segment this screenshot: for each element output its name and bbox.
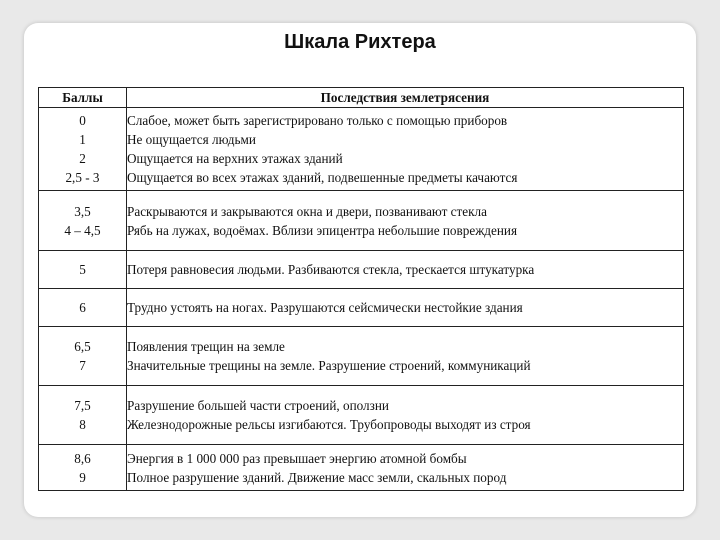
table-row <box>39 108 684 191</box>
effects-cell: Слабое, может быть зарегистрировано только с помощью приборов Не ощущается людьми Ощущается на верхних этажах зданий Ощущается во всех этажах зданий, подвешенные предметы качаются <box>127 108 684 191</box>
effects-cell: Трудно устоять на ногах. Разрушаются сейсмически нестойкие здания <box>127 289 684 327</box>
table-row <box>39 327 684 386</box>
header-effects: Последствия землетрясения <box>127 88 684 108</box>
points-cell: 5 <box>39 251 127 289</box>
effects-cell: Раскрываются и закрываются окна и двери, позванивают стекла Рябь на лужах, водоёмах. Вблизи эпицентра небольшие повреждения <box>127 191 684 251</box>
effects-cell: Появления трещин на земле Значительные трещины на земле. Разрушение строений, коммуникаций <box>127 327 684 386</box>
points-cell: 3,5 4 – 4,5 <box>39 191 127 251</box>
effects-cell: Энергия в 1 000 000 раз превышает энергию атомной бомбы Полное разрушение зданий. Движение масс земли, скальных пород <box>127 445 684 491</box>
table-row <box>39 251 684 289</box>
points-cell: 6,5 7 <box>39 327 127 386</box>
page-title: Шкала Рихтера <box>284 31 436 53</box>
table-row <box>39 191 684 251</box>
points-cell: 0 1 2 2,5 - 3 <box>39 108 127 191</box>
table-row <box>39 386 684 445</box>
table-row <box>39 445 684 491</box>
effects-cell: Разрушение большей части строений, оползни Железнодорожные рельсы изгибаются. Трубопроводы выходят из строя <box>127 386 684 445</box>
points-cell: 8,6 9 <box>39 445 127 491</box>
table-header-row <box>39 88 684 108</box>
richter-table <box>38 87 684 491</box>
table-row <box>39 289 684 327</box>
points-cell: 6 <box>39 289 127 327</box>
header-points: Баллы <box>39 88 127 108</box>
effects-cell: Потеря равновесия людьми. Разбиваются стекла, трескается штукатурка <box>127 251 684 289</box>
points-cell: 7,5 8 <box>39 386 127 445</box>
